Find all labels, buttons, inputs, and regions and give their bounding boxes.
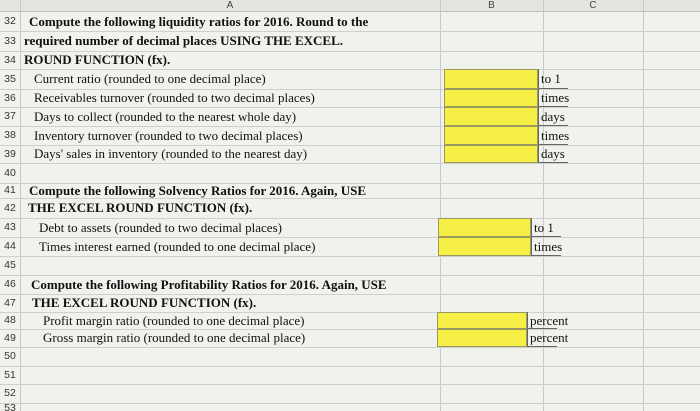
row-number[interactable]: 46 <box>4 278 16 290</box>
column-header-a[interactable]: A <box>226 0 234 11</box>
section-heading-text: Compute the following Solvency Ratios for 2016. Again, USE <box>29 183 367 198</box>
table-row[interactable] <box>0 126 700 146</box>
unit-label: times <box>534 239 563 254</box>
table-row[interactable] <box>0 256 700 276</box>
table-row[interactable] <box>0 237 700 257</box>
unit-label: percent <box>530 313 569 328</box>
row-number[interactable]: 45 <box>4 259 16 271</box>
row-number[interactable]: 47 <box>4 297 16 309</box>
unit-cell-border <box>527 312 557 329</box>
unit-label: days <box>541 109 565 124</box>
section-heading-text: THE EXCEL ROUND FUNCTION (fx). <box>28 200 253 215</box>
ratio-label: Debt to assets (rounded to two decimal places) <box>39 220 282 235</box>
table-row[interactable] <box>0 51 700 70</box>
table-row[interactable] <box>0 275 700 295</box>
answer-input-cell[interactable] <box>437 312 527 329</box>
table-row[interactable] <box>0 69 700 90</box>
ratio-label: Inventory turnover (rounded to two decimal places) <box>34 128 303 143</box>
row-number[interactable]: 39 <box>4 148 16 160</box>
ratio-label: Days' sales in inventory (rounded to the nearest day) <box>34 146 308 161</box>
row-number[interactable]: 42 <box>4 202 16 214</box>
column-header-c[interactable]: C <box>589 0 597 11</box>
table-row[interactable] <box>0 294 700 313</box>
row-number[interactable]: 36 <box>4 92 16 104</box>
row-number[interactable]: 34 <box>4 54 16 66</box>
section-heading-text: THE EXCEL ROUND FUNCTION (fx). <box>32 295 257 310</box>
row-number[interactable]: 49 <box>4 332 16 344</box>
answer-input-cell[interactable] <box>437 329 527 347</box>
unit-cell-border <box>538 126 568 145</box>
unit-label: to 1 <box>541 71 561 86</box>
unit-label: percent <box>530 330 569 345</box>
table-row[interactable] <box>0 218 700 238</box>
row-number[interactable]: 48 <box>4 314 16 326</box>
row-number[interactable]: 51 <box>4 369 16 381</box>
row-number[interactable]: 52 <box>4 387 16 399</box>
section-heading-text: ROUND FUNCTION (fx). <box>24 52 171 67</box>
unit-cell-border <box>538 69 568 89</box>
row-number[interactable]: 43 <box>4 221 16 233</box>
column-header-b[interactable]: B <box>488 0 495 11</box>
table-row[interactable] <box>0 12 700 32</box>
ratio-label: Profit margin ratio (rounded to one decimal place) <box>43 313 305 328</box>
table-row[interactable] <box>0 89 700 108</box>
unit-cell-border <box>531 237 561 256</box>
table-row[interactable] <box>0 31 700 52</box>
answer-input-cell[interactable] <box>444 126 538 145</box>
column-header-bar <box>0 0 700 12</box>
answer-input-cell[interactable] <box>444 107 538 126</box>
row-number[interactable]: 40 <box>4 167 16 179</box>
table-row[interactable] <box>0 183 700 199</box>
section-heading-text: required number of decimal places USING THE EXCEL. <box>24 33 344 48</box>
row-number[interactable]: 53 <box>4 402 16 411</box>
row-number[interactable]: 35 <box>4 73 16 85</box>
row-number[interactable]: 32 <box>4 15 16 27</box>
table-row[interactable] <box>0 329 700 348</box>
ratio-label: Receivables turnover (rounded to two decimal places) <box>34 90 315 105</box>
ratio-label: Times interest earned (rounded to one decimal place) <box>39 239 316 254</box>
unit-label: to 1 <box>534 220 554 235</box>
unit-label: times <box>541 128 570 143</box>
table-row[interactable] <box>0 163 700 184</box>
table-row[interactable] <box>0 366 700 385</box>
ratio-label: Current ratio (rounded to one decimal place) <box>34 71 266 86</box>
answer-input-cell[interactable] <box>444 145 538 163</box>
row-number[interactable]: 41 <box>4 184 16 196</box>
ratio-label: Days to collect (rounded to the nearest whole day) <box>34 109 297 124</box>
answer-input-cell[interactable] <box>444 89 538 107</box>
unit-label: times <box>541 90 570 105</box>
table-row[interactable] <box>0 347 700 367</box>
unit-cell-border <box>538 89 568 107</box>
section-heading-text: Compute the following liquidity ratios for 2016. Round to the <box>29 14 369 29</box>
section-heading-text: Compute the following Profitability Ratios for 2016. Again, USE <box>31 277 387 292</box>
table-row[interactable] <box>0 384 700 404</box>
unit-cell-border <box>527 329 557 347</box>
answer-input-cell[interactable] <box>444 69 538 89</box>
unit-cell-border <box>531 218 561 237</box>
row-number[interactable]: 38 <box>4 129 16 141</box>
answer-input-cell[interactable] <box>438 218 531 237</box>
row-number[interactable]: 37 <box>4 110 16 122</box>
row-number[interactable]: 33 <box>4 35 16 47</box>
unit-label: days <box>541 146 565 161</box>
table-row[interactable] <box>0 198 700 219</box>
ratio-label: Gross margin ratio (rounded to one decimal place) <box>43 330 306 345</box>
row-number[interactable]: 50 <box>4 350 16 362</box>
unit-cell-border <box>538 107 568 126</box>
table-row[interactable] <box>0 403 700 411</box>
row-number[interactable]: 44 <box>4 240 16 252</box>
table-row[interactable] <box>0 145 700 164</box>
unit-cell-border <box>538 145 568 163</box>
table-row[interactable] <box>0 312 700 330</box>
table-row[interactable] <box>0 107 700 127</box>
answer-input-cell[interactable] <box>438 237 531 256</box>
